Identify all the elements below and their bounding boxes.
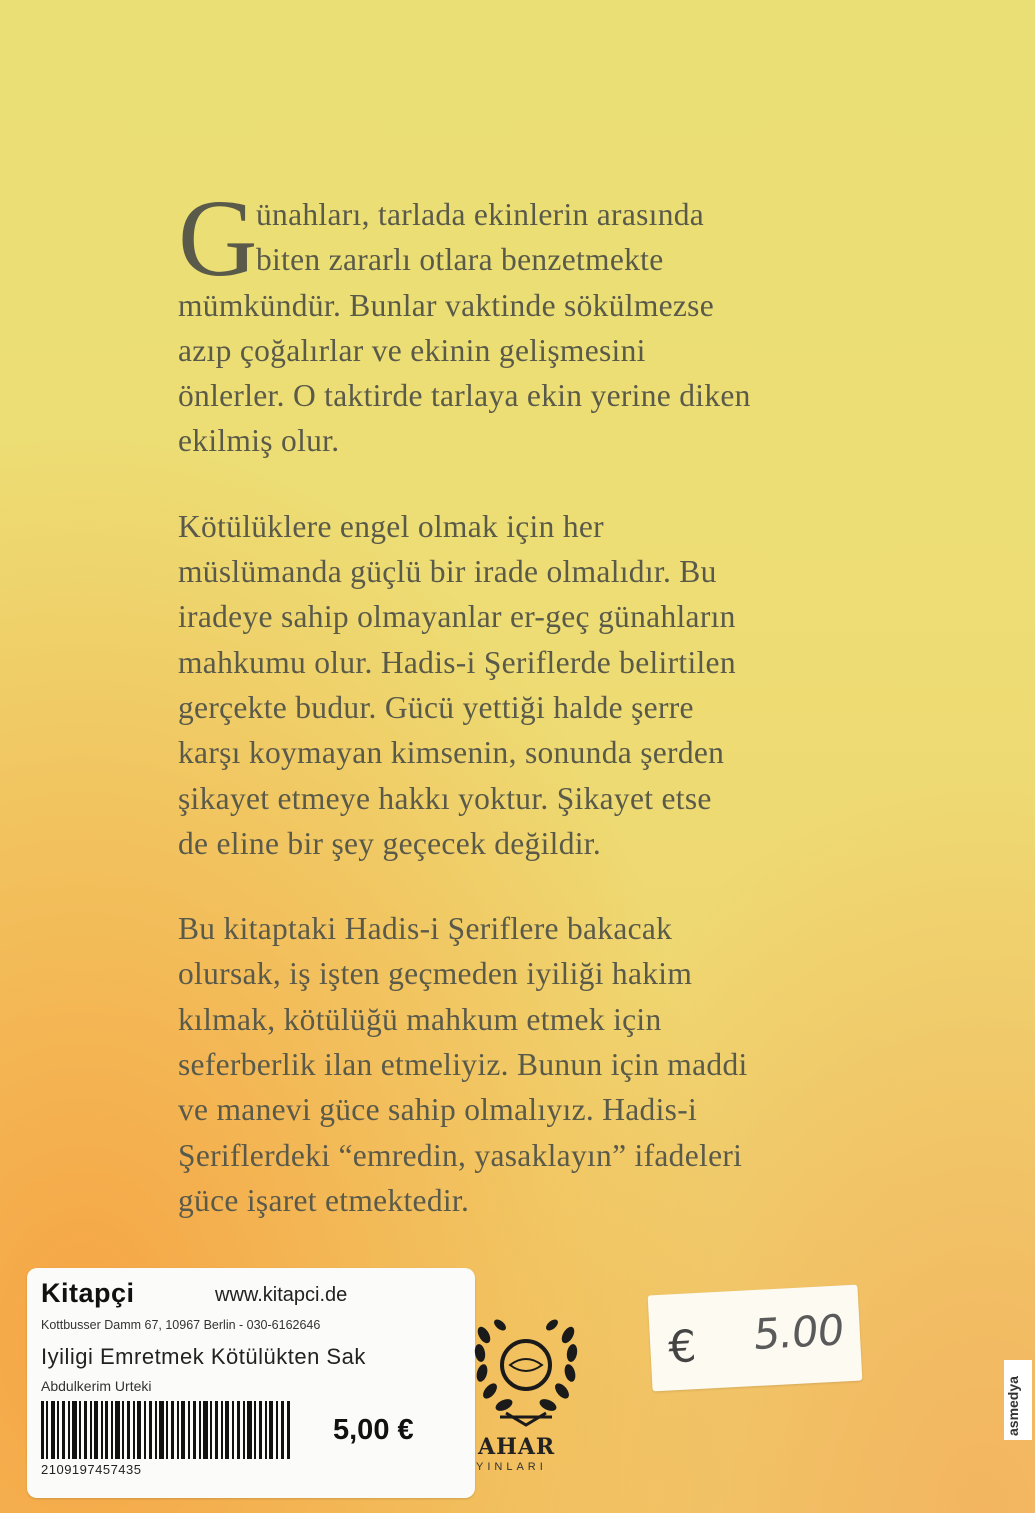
text-line: ünahları, tarlada ekinlerin arasında [256,197,705,232]
book-author: Abdulkerim Urteki [41,1378,152,1394]
text-line: gerçekte budur. Gücü yettiği halde şerre [178,689,694,725]
barcode-icon [41,1401,291,1459]
store-price-sticker [27,1268,475,1498]
text-line: biten zararlı otlara benzetmekte [256,242,664,278]
text-line: müslümanda güçlü bir irade olmalıdır. Bu [178,554,717,590]
text-line: olursak, iş işten geçmeden iyiliği hakim [178,956,693,992]
text-line: azıp çoğalırlar ve ekinin gelişmesini [178,332,646,368]
back-cover-blurb [178,192,878,1263]
text-line: Bu kitaptaki Hadis-i Şeriflere bakacak [178,911,673,947]
text-line: mümkündür. Bunlar vaktinde sökülmezse [178,287,715,323]
text-line: seferberlik ilan etmeliyiz. Bunun için maddi [178,1047,748,1083]
text-line: kılmak, kötülüğü mahkum etmek için [178,1001,662,1037]
paragraph-1 [178,192,878,464]
text-line: mahkumu olur. Hadis-i Şeriflerde belirtilen [178,644,736,680]
store-address: Kottbusser Damm 67, 10967 Berlin - 030-6162646 [41,1318,321,1332]
text-line: karşı koymayan kimsenin, sonunda şerden [178,735,725,771]
barcode-number: 2109197457435 [41,1462,142,1477]
store-url: www.kitapci.de [215,1284,348,1306]
text-line: ekilmiş olur. [178,423,340,459]
euro-sign: € [667,1321,698,1374]
book-title: Iyiligi Emretmek Kötülükten Sak [41,1344,366,1369]
drop-cap: G [178,177,258,299]
text-line: de eline bir şey geçecek değildir. [178,825,602,861]
publisher-subtitle: YINLARI [476,1461,547,1473]
laurel-wreath-logo-icon [470,1305,582,1445]
paragraph-2 [178,504,878,866]
text-line: önlerler. O taktirde tarlaya ekin yerine diken [178,378,751,414]
paragraph-3 [178,906,878,1223]
text-line: iradeye sahip olmayanlar er-geç günahların [178,599,736,635]
store-brand: Kitapçi [41,1278,135,1308]
handwritten-price-tag [648,1285,863,1392]
text-line: şikayet etmeye hakkı yoktur. Şikayet etse [178,780,712,816]
text-line: Şeriflerdeki “emredin, yasaklayın” ifadeleri [178,1137,743,1173]
publisher-name: AHAR [478,1434,556,1460]
spine-label: asmedya [1005,1376,1021,1436]
text-line: ve manevi güce sahip olmalıyız. Hadis-i [178,1092,698,1128]
handwritten-price: 5.00 [751,1305,846,1360]
sticker-price: 5,00 € [333,1414,414,1446]
text-line: Kötülüklere engel olmak için her [178,508,604,544]
text-line: güce işaret etmektedir. [178,1182,470,1218]
